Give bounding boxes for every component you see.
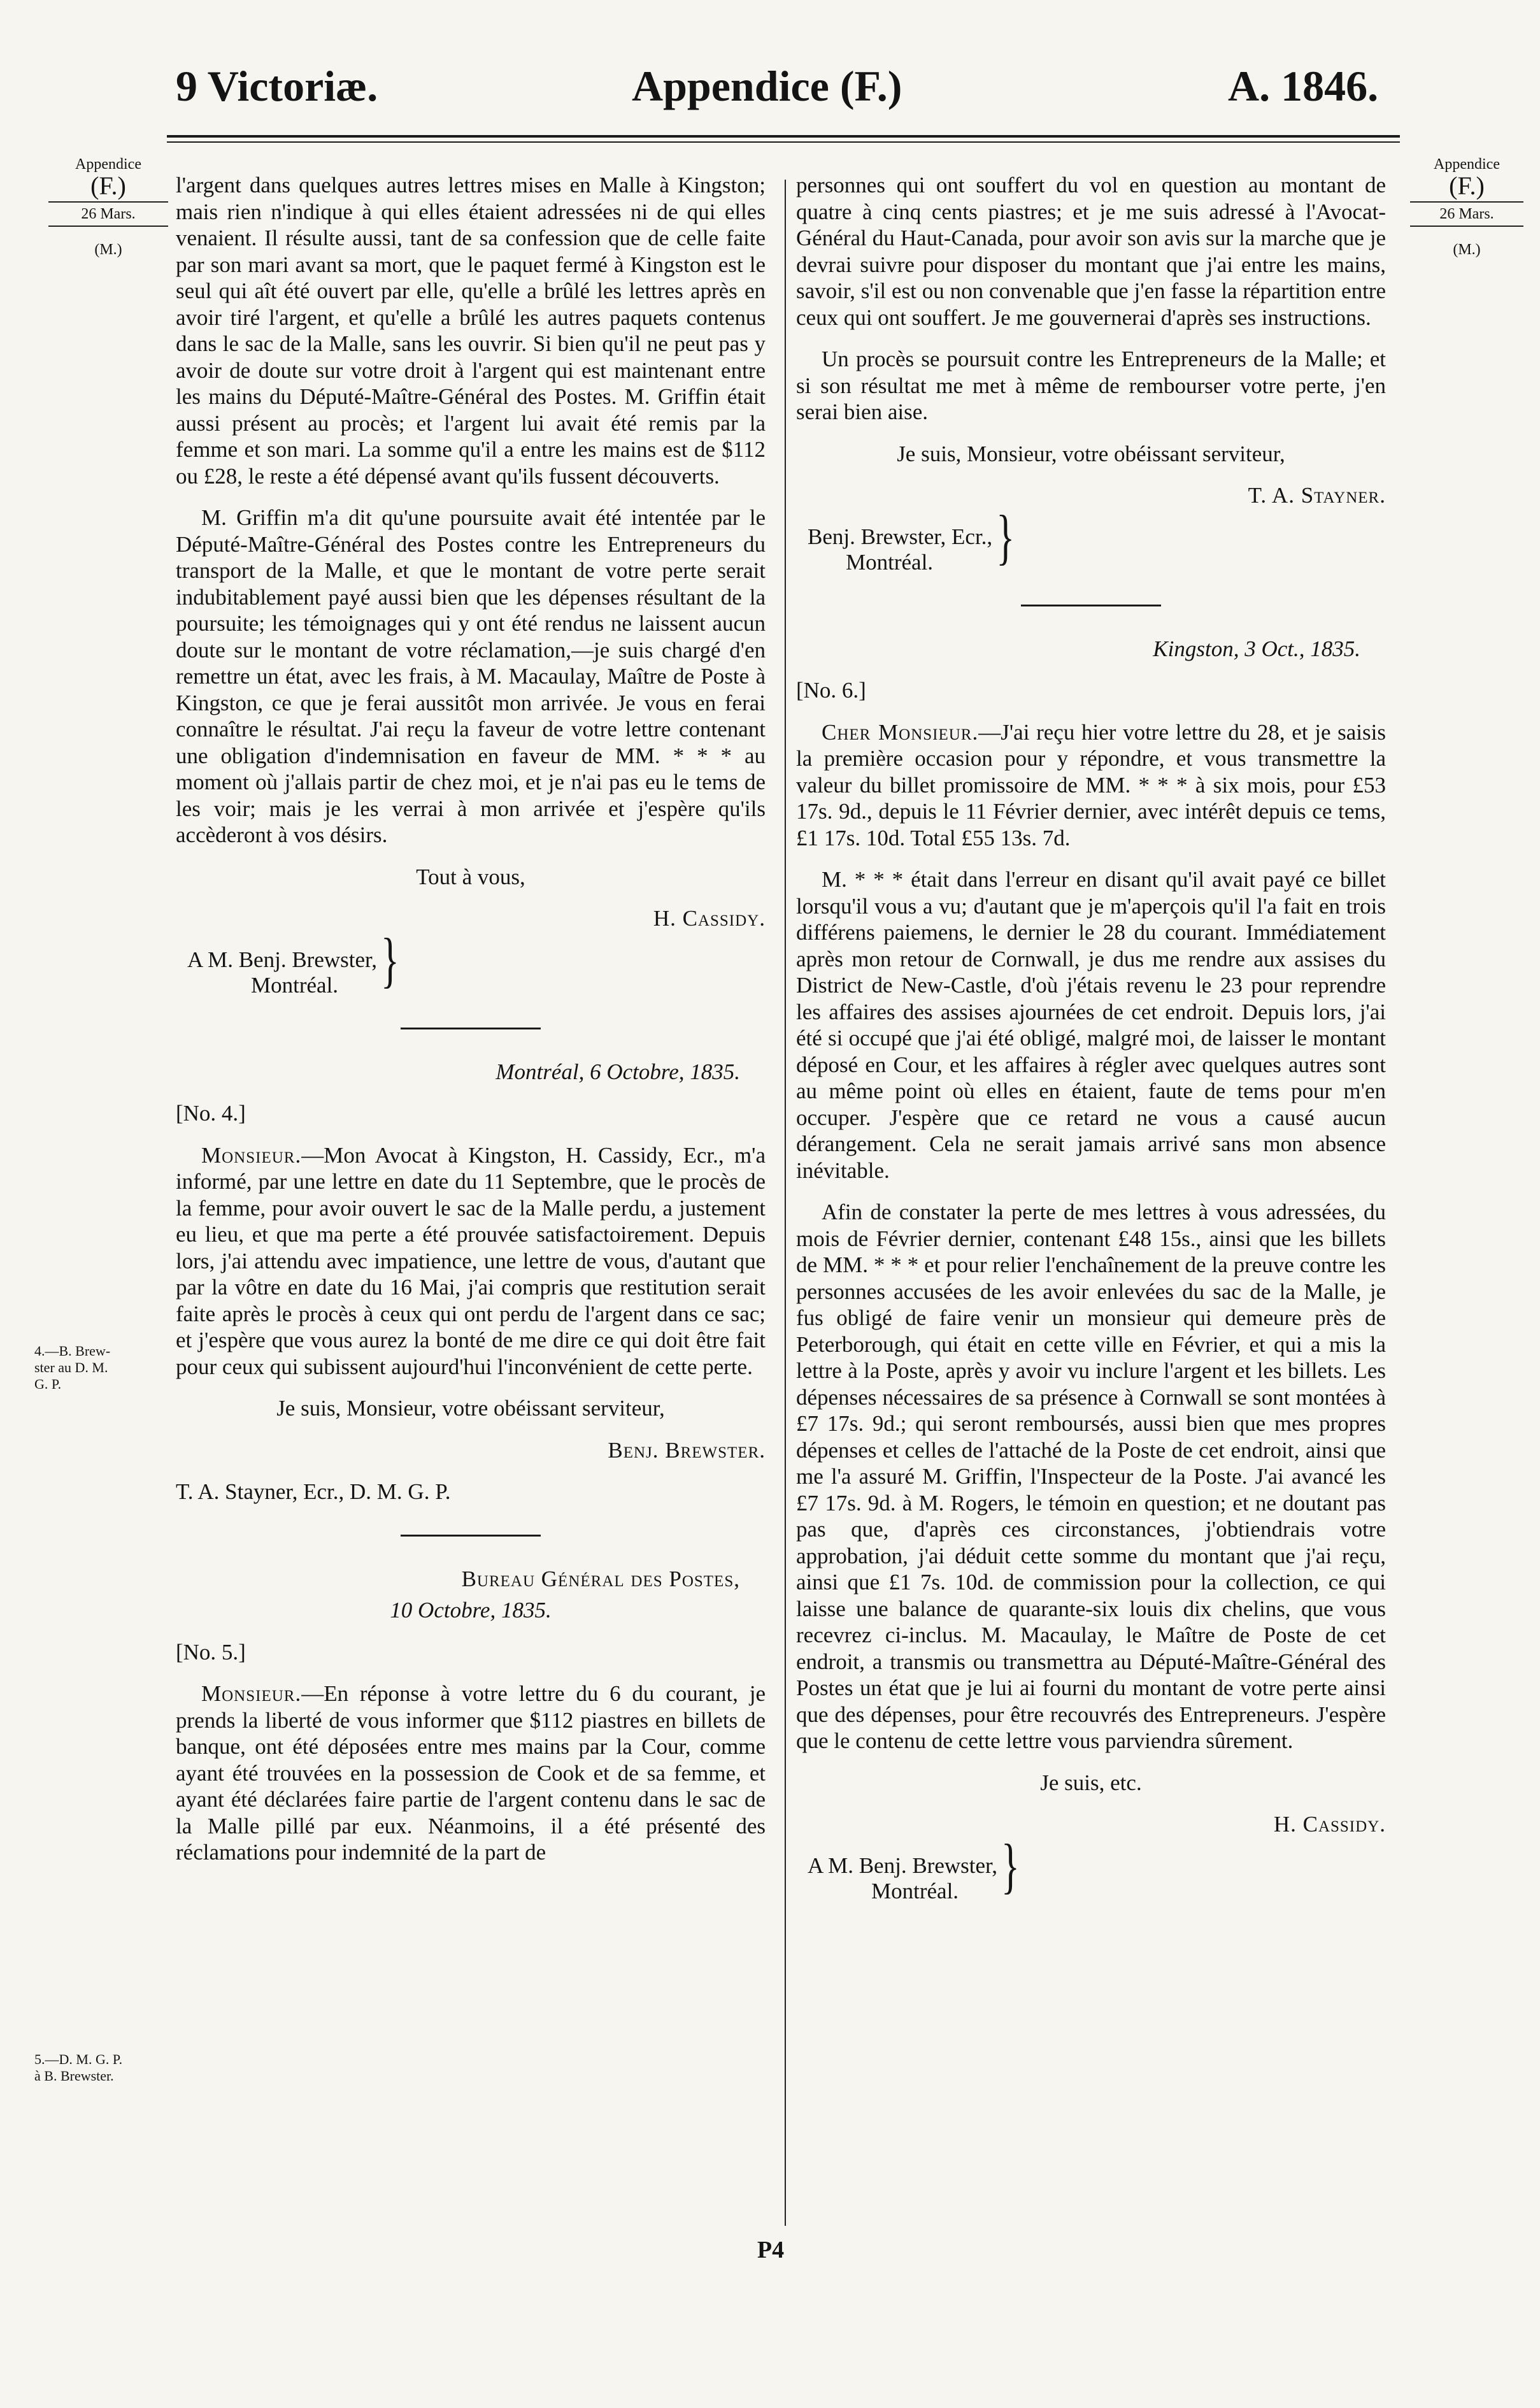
header-year: A. 1846. <box>1228 62 1379 110</box>
section-separator <box>1021 605 1161 606</box>
section-separator <box>401 1535 541 1537</box>
sidebar-divider <box>1410 226 1523 227</box>
margin-note-line: 5.—D. M. G. P. <box>34 2051 123 2067</box>
letter-number: [No. 5.] <box>176 1639 246 1665</box>
sidebar-date: 26 Mars. <box>81 206 136 222</box>
signature: T. A. Stayner. <box>1248 483 1386 508</box>
header-rule-top <box>167 135 1400 138</box>
section-separator <box>401 1028 541 1029</box>
header-session: 9 Victoriæ. <box>176 62 378 110</box>
signature: H. Cassidy. <box>1273 1812 1386 1837</box>
address-block <box>187 926 766 998</box>
salutation: Cher Monsieur. <box>822 719 979 745</box>
page-number: P4 <box>757 2237 785 2263</box>
signature: Benj. Brewster. <box>608 1437 766 1463</box>
closing: Je suis, Monsieur, votre obéissant serviteur, <box>276 1396 665 1421</box>
dateline: Bureau Général des Postes, <box>461 1566 740 1591</box>
dateline: Montréal, 6 Octobre, 1835. <box>496 1059 740 1084</box>
paragraph <box>176 1681 766 1866</box>
sidebar-letter: (F.) <box>90 171 126 200</box>
margin-note-4 <box>34 1343 168 1393</box>
brace-glyph: } <box>381 926 399 994</box>
addressee: T. A. Stayner, Ecr., D. M. G. P. <box>176 1479 451 1504</box>
sidebar-date: 26 Mars. <box>1439 206 1494 222</box>
address-block <box>808 503 1386 575</box>
paragraph-text: —En réponse à votre lettre du 6 du courant, je prends la liberté de vous informer que $112 piastres en billets de banque, ont été déposées entre mes mains par la Cour, comme ayant été trouvées en la possession de Cook et de sa femme, et ayant été déclarées faire partie de l'argent contenu dans le sac de la Malle pillé par eux. Néanmoins, il a été présenté des réclamations pour indemnité de la part de <box>176 1681 766 1865</box>
margin-note-line: ster au D. M. <box>34 1359 108 1375</box>
margin-note-line: 4.—B. Brew- <box>34 1343 111 1359</box>
dateline: 10 Octobre, 1835. <box>390 1598 552 1623</box>
address-name: A M. Benj. Brewster, <box>187 947 378 972</box>
sidebar-divider <box>1410 201 1523 203</box>
address-name: Benj. Brewster, Ecr., <box>808 524 993 549</box>
paragraph: Un procès se poursuit contre les Entrepreneurs de la Malle; et si son résultat me met à même de rembourser votre perte, j'en serai bien aise. <box>796 347 1386 424</box>
paragraph: M. * * * était dans l'erreur en disant qu'il avait payé ce billet lorsqu'il vous a vu; d'autant que je m'aperçois qu'il l'a fait en trois différens paiemens, le dernier le 28 du courant. Immédiatement après mon retour de Cornwall, je dus me rendre aux assises du District de New-Castle, d'où j'étais revenu le 23 pour reprendre les affaires des assises ajournées de cet endroit. Depuis lors, j'ai été si occupé que j'ai été obligé, malgré moi, de laisser le montant déposé en Cour, et les affaires à régler avec quelques autres sont au même point où elles en étaient, faute de tems pour m'en occuper. J'espère que ce retard ne vous a causé aucun dérangement. Cela ne serait jamais arrivé sans mon absence inévitable. <box>796 867 1386 1183</box>
paragraph: l'argent dans quelques autres lettres mises en Malle à Kingston; mais rien n'indique à qui elles étaient adressées ni de qui elles venaient. Il résulte aussi, tant de sa confession que de celle faite par son mari avant sa mort, que le paquet fermé à Kingston est le seul qui aît été ouvert par elle, qu'elle a brûlé les lettres après en avoir tiré l'argent, et qu'elle a brûlé les autres paquets contenus dans le sac de la Malle, sans les ouvrir. Si bien qu'il ne peut pas y avoir de doute sur votre droit à l'argent qui est maintenant entre les mains du Député-Maître-Général des Postes. M. Griffin était aussi présent au procès; et l'argent lui avait été remis par la femme et son mari. La somme qu'il a entre les mains est de $112 ou £28, le reste a été dépensé avant qu'ils fussent découverts. <box>176 173 766 489</box>
sidebar-left <box>45 155 172 259</box>
address-name: A M. Benj. Brewster, <box>808 1853 998 1878</box>
sidebar-label: Appendice <box>75 156 141 173</box>
column-divider <box>785 180 786 2226</box>
paragraph-text: —Mon Avocat à Kingston, H. Cassidy, Ecr., m'a informé, par une lettre en date du 11 Septembre, que le procès de la femme, pour avoir ouvert le sac de la Malle perdu, a justement eu lieu, et que ma perte a été prouvée satisfactoirement. Depuis lors, j'ai attendu avec impatience, une lettre de vous, d'autant que par la vôtre en date du 16 Mai, j'ai compris que restitution serait faite après le procès à ceux qui ont perdu de l'argent dans ce sac; et j'espère que vous aurez la bonté de me dire ce qui doit être fait pour ceux qui subissent aujourd'hui l'inconvénient de cette perte. <box>176 1142 766 1379</box>
right-column <box>796 172 1386 1919</box>
closing: Je suis, etc. <box>1040 1770 1142 1795</box>
left-column <box>176 172 766 1881</box>
paragraph: personnes qui ont souffert du vol en question au montant de quatre à cinq cents piastres; et je me suis adressé à l'Avocat-Général du Haut-Canada, pour avoir son avis sur la marche que je devrai suivre pour disposer du montant que j'ai entre les mains, savoir, s'il est ou non convenable que j'en fasse la répartition entre ceux qui ont souffert. Je me gouvernerai d'après ses instructions. <box>796 173 1386 330</box>
salutation: Monsieur. <box>201 1681 302 1706</box>
margin-note-line: à B. Brewster. <box>34 2068 114 2084</box>
header-rule-bottom <box>167 141 1400 143</box>
margin-note-line: G. P. <box>34 1376 62 1392</box>
margin-note-5 <box>34 2051 168 2084</box>
closing: Tout à vous, <box>416 864 525 889</box>
salutation: Monsieur. <box>201 1142 302 1168</box>
letter-number: [No. 4.] <box>176 1101 246 1126</box>
brace-glyph: } <box>1001 1831 1020 1900</box>
header-title: Appendice (F.) <box>632 62 902 110</box>
paragraph: M. Griffin m'a dit qu'une poursuite avait été intentée par le Député-Maître-Général des Postes contre les Entrepreneurs du transport de la Malle, et que le montant de votre perte serait indubitablement payé aussi bien que les dépenses résultant de la poursuite; les témoignages qui y ont été rendus ne laissent aucun doute sur le montant de votre réclamation,—je suis chargé d'en remettre un état, avec les frais, à M. Macaulay, Maître de Poste à Kingston, ce que je ferai aussitôt mon arrivée. Je vous en ferai connaître le résultat. J'ai reçu la faveur de votre lettre contenant une obligation d'indemnisation en faveur de MM. * * * au moment où j'allais partir de chez moi, et je n'ai pas eu le tems de les voir; mais je les verrai à mon arrivée et j'espère qu'ils accèderont à vos désirs. <box>176 505 766 847</box>
paragraph: Afin de constater la perte de mes lettres à vous adressées, du mois de Février dernier, contenant £48 15s., ainsi que les billets de MM. * * * et pour relier l'enchaînement de la preuve contre les personnes accusées de les avoir enlevées du sac de la Malle, je fus obligé de faire venir un monsieur qui demeure près de Peterborough, qui était en cette ville en Février, et qui a mis la lettre à la Poste, après y avoir vu inclure l'argent et les billets. Les dépenses nécessaires de sa présence à Cornwall se sont montées à £7 17s. 9d.; qui seront remboursés, aussi bien que mes propres dépenses et celles de l'attaché de la Poste de cet endroit, ainsi que me l'a assuré M. Griffin, l'Inspecteur de la Poste. J'ai avancé les £7 17s. 9d. à M. Rogers, le témoin en question; et ne doutant pas pas que, d'après ces circonstances, j'obtiendrais votre approbation, j'ai déduit cette somme du montant que j'ai reçu, ainsi que £1 7s. 10d. de commission pour la collection, ce qui laisse une balance de quarante-six louis dix chelins, que vous recevrez ci-inclus. M. Macaulay, le Maître de Poste de cet endroit, a transmis ou transmettra au Député-Maître-Général des Postes un état que je lui ai fourni du montant de votre perte ainsi que des dépenses, pour être recouvrés des Entrepreneurs. J'espère que le contenu de cette lettre vous parviendra sûrement. <box>796 1200 1386 1753</box>
address-city: Montréal. <box>846 549 934 575</box>
sidebar-label: Appendice <box>1434 156 1500 173</box>
closing: Je suis, Monsieur, votre obéissant serviteur, <box>897 441 1285 466</box>
paragraph <box>176 1142 766 1380</box>
address-city: Montréal. <box>871 1878 959 1903</box>
address-block <box>808 1831 1386 1904</box>
sidebar-sub: (M.) <box>1453 241 1481 258</box>
sidebar-letter: (F.) <box>1449 171 1485 200</box>
sidebar-sub: (M.) <box>94 241 122 258</box>
letter-number: [No. 6.] <box>796 678 866 703</box>
paragraph <box>796 719 1386 852</box>
dateline: Kingston, 3 Oct., 1835. <box>1153 636 1360 661</box>
sidebar-right <box>1406 155 1527 259</box>
sidebar-divider <box>48 201 168 203</box>
paragraph-text: —J'ai reçu hier votre lettre du 28, et je saisis la première occasion pour y répondre, et vous transmettre la valeur du billet promissoire de MM. * * * à six mois, pour £53 17s. 9d., depuis le 11 Février dernier, avec intérêt depuis ce tems, £1 17s. 10d. Total £55 13s. 7d. <box>796 719 1387 850</box>
sidebar-divider <box>48 226 168 227</box>
brace-glyph: } <box>996 503 1015 571</box>
signature: H. Cassidy. <box>653 906 766 931</box>
address-city: Montréal. <box>251 972 339 998</box>
